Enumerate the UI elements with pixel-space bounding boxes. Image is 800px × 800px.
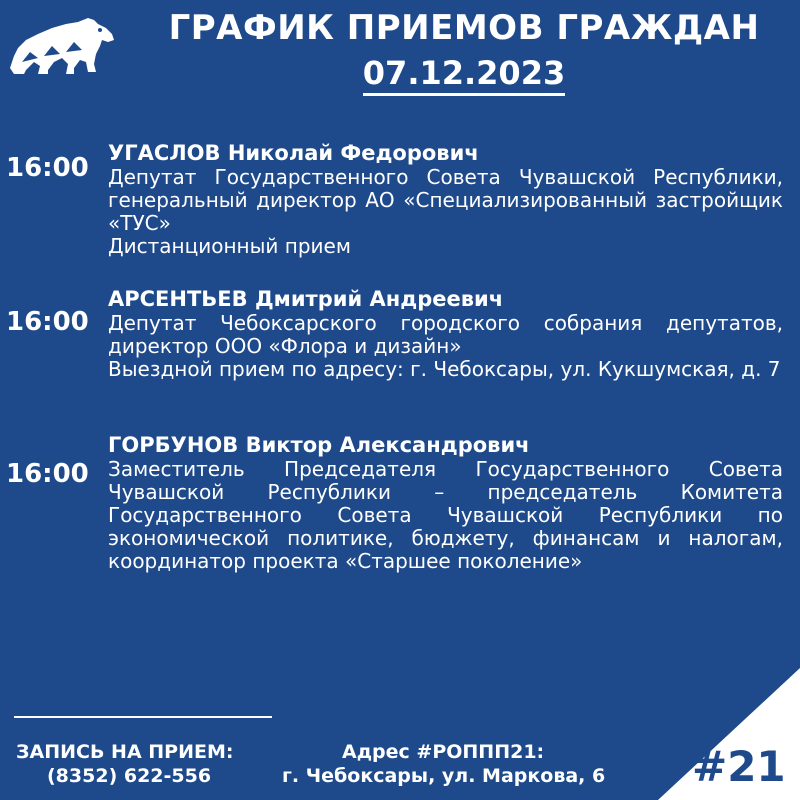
deputy-name: АРСЕНТЬЕВ Дмитрий Андреевич	[108, 287, 504, 311]
phone-number[interactable]: (8352) 622-556	[47, 765, 212, 787]
deputy-name: ГОРБУНОВ Виктор Александрович	[108, 433, 530, 457]
description-line: Дистанционный прием	[108, 234, 351, 258]
signup-label: ЗАПИСЬ НА ПРИЕМ:	[16, 741, 234, 763]
footer-divider	[14, 716, 272, 718]
address-label: Адрес #РОППП21:	[342, 741, 545, 763]
entry-time: 16:00	[6, 459, 89, 489]
description-line: Заместитель Председателя Государственного Совета Чувашской Республики – председатель Комитета Государственного Совета Чувашской Республики по экономической политике, бюджету, финансам и налогам, координатор проекта «Старшее поколение»	[108, 457, 783, 573]
description-line: Депутат Государственного Совета Чувашской Республики, генеральный директор АО «Специализированный застройщик «ТУС»	[108, 165, 783, 235]
description-line: Выездной прием по адресу: г. Чебоксары, ул. Кукшумская, д. 7	[108, 357, 781, 381]
hashtag: #21	[692, 742, 786, 791]
description-line: Депутат Чебоксарского городского собрания депутатов, директор ООО «Флора и дизайн»	[108, 311, 783, 358]
address-text: г. Чебоксары, ул. Маркова, 6	[282, 765, 606, 787]
deputy-name: УГАСЛОВ Николай Федорович	[108, 141, 479, 165]
entry-time: 16:00	[6, 307, 89, 337]
page-title: ГРАФИК ПРИЕМОВ ГРАЖДАН	[168, 8, 760, 48]
entry-time: 16:00	[6, 153, 89, 183]
date-text: 07.12.2023	[363, 54, 565, 96]
